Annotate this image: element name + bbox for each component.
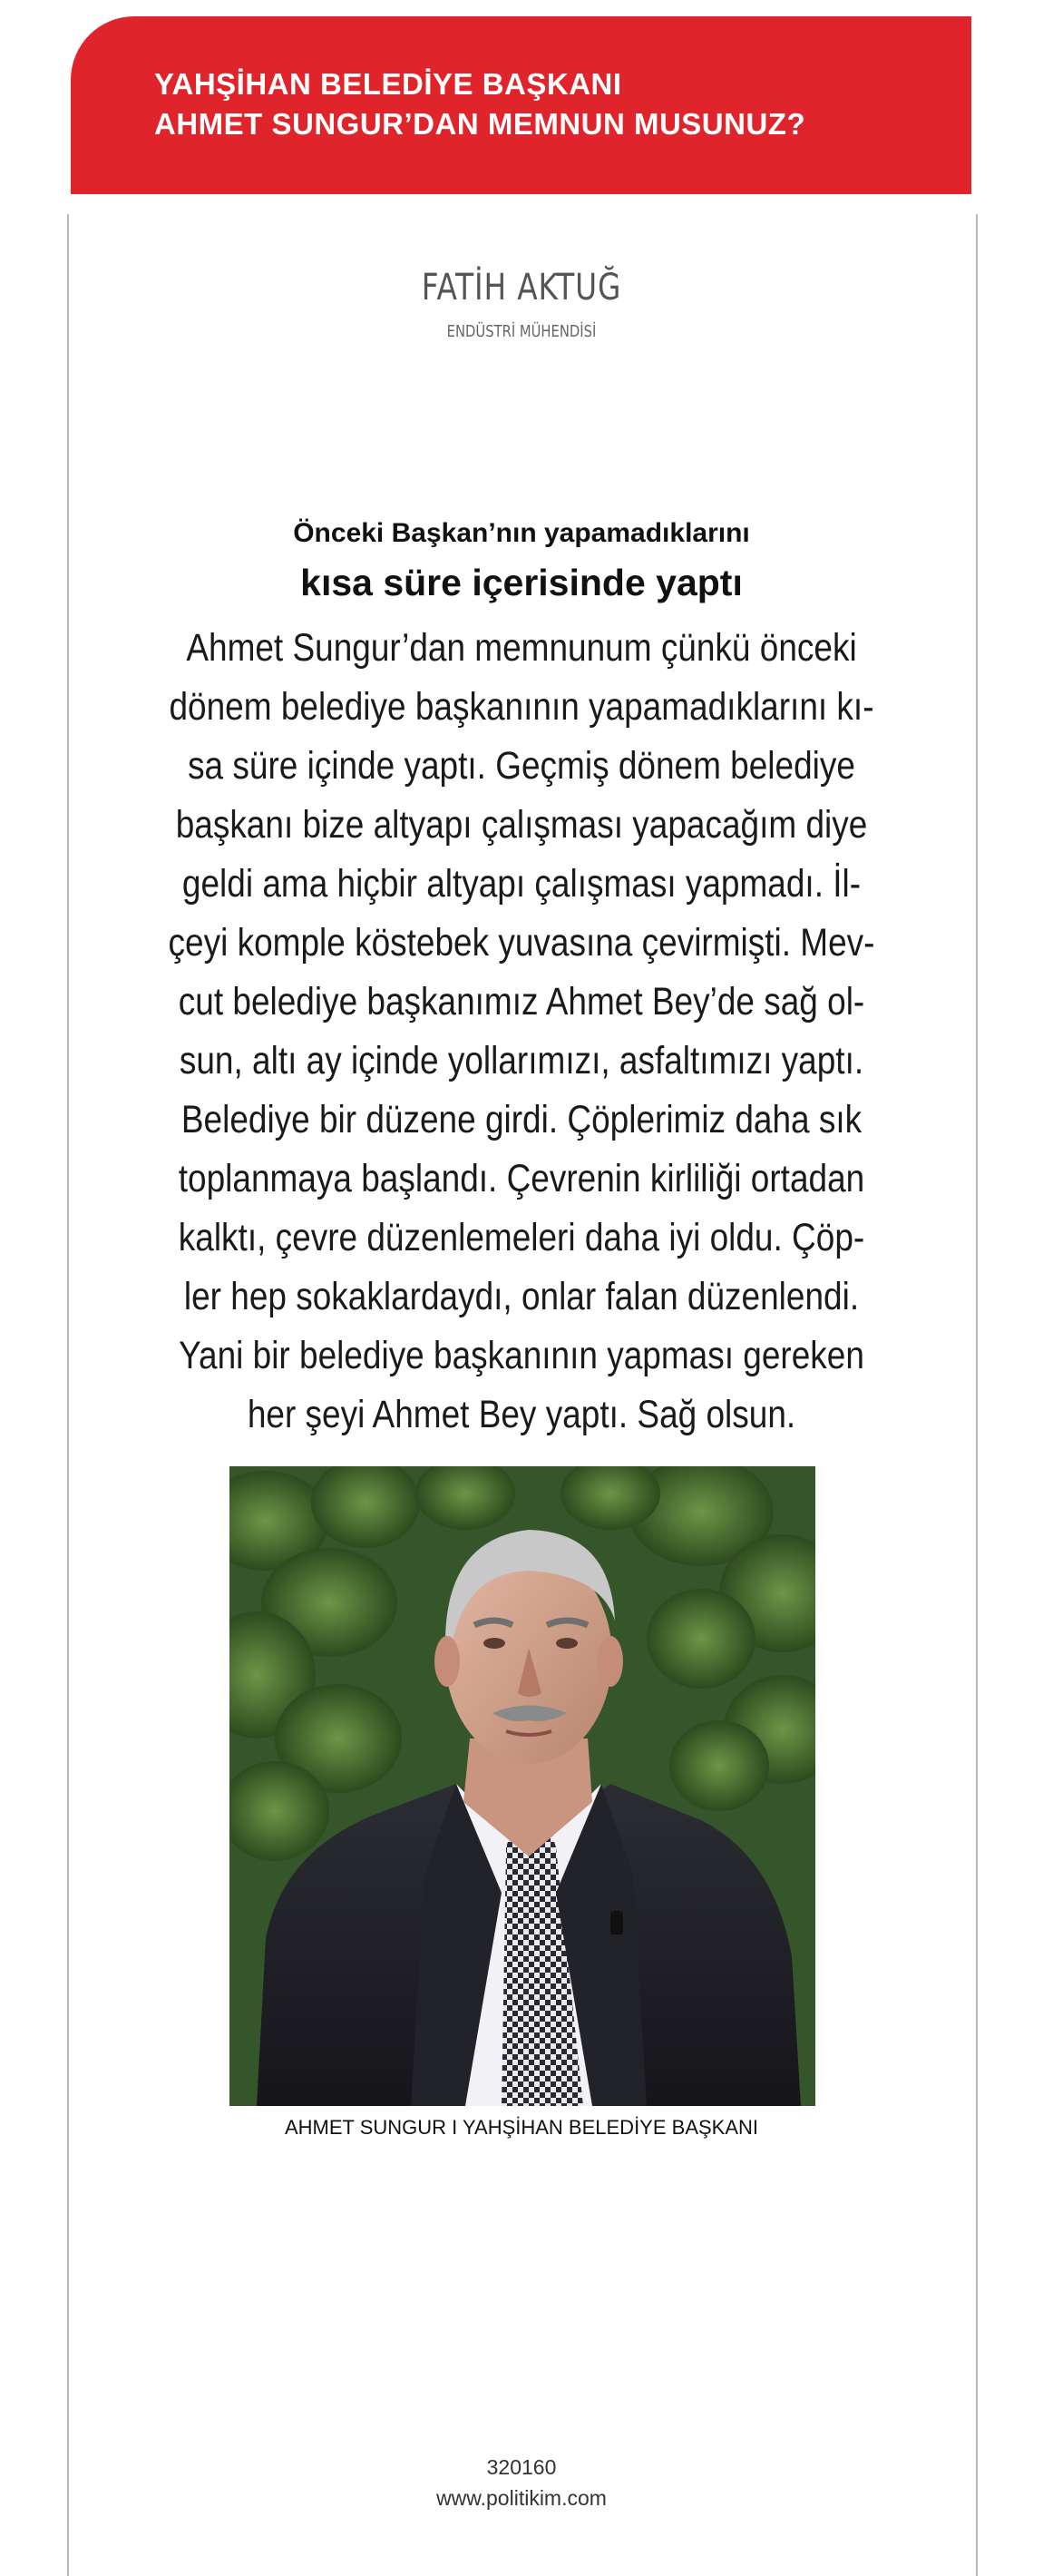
- title-banner: [71, 16, 971, 194]
- body-line: Ahmet Sungur’dan memnunum çünkü önceki: [186, 626, 857, 670]
- body-line: kalktı, çevre düzenlemeleri daha iyi oldu. Çöp-: [178, 1216, 865, 1259]
- body-line: başkanı bize altyapı çalışması yapacağım diye: [175, 803, 868, 847]
- body-line: ler hep sokaklardaydı, onlar falan düzenlendi.: [183, 1275, 860, 1318]
- site-url: www.politikim.com: [436, 2486, 607, 2510]
- body-line: her şeyi Ahmet Bey yaptı. Sağ olsun.: [247, 1393, 796, 1436]
- body-line: geldi ama hiçbir altyapı çalışması yapmadı. İl-: [181, 862, 862, 906]
- author-title: ENDÜSTRİ MÜHENDİSİ: [446, 322, 597, 341]
- photo-caption: AHMET SUNGUR I YAHŞİHAN BELEDİYE BAŞKANI: [284, 2116, 759, 2139]
- author-name: FATİH AKTUĞ: [421, 267, 622, 309]
- banner-title-line-1: YAHŞİHAN BELEDİYE BAŞKANI: [154, 67, 622, 101]
- article-body: [0, 619, 1043, 1445]
- banner-title-line-2: AHMET SUNGUR’DAN MEMNUN MUSUNUZ?: [154, 107, 806, 141]
- body-line: dönem belediye başkanının yapamadıklarını kı-: [169, 685, 874, 729]
- body-line: sa süre içinde yaptı. Geçmiş dönem belediye: [188, 744, 855, 788]
- page-code: 320160: [486, 2455, 557, 2479]
- body-line: sun, altı ay içinde yollarımızı, asfaltımızı yaptı.: [179, 1039, 864, 1082]
- body-line: çeyi komple köstebek yuvasına çevirmişti. Mev-: [168, 921, 875, 965]
- body-line: cut belediye başkanımız Ahmet Bey’de sağ ol-: [178, 980, 865, 1024]
- article-subhead: Önceki Başkan’nın yapamadıklarını: [293, 518, 750, 548]
- body-line: Yani bir belediye başkanının yapması gereken: [179, 1334, 864, 1377]
- mayor-portrait-photo: [229, 1466, 815, 2106]
- body-line: Belediye bir düzene girdi. Çöplerimiz daha sık: [180, 1098, 863, 1141]
- article-headline: kısa süre içerisinde yaptı: [300, 562, 743, 603]
- body-line: toplanmaya başlandı. Çevrenin kirliliği ortadan: [178, 1157, 865, 1200]
